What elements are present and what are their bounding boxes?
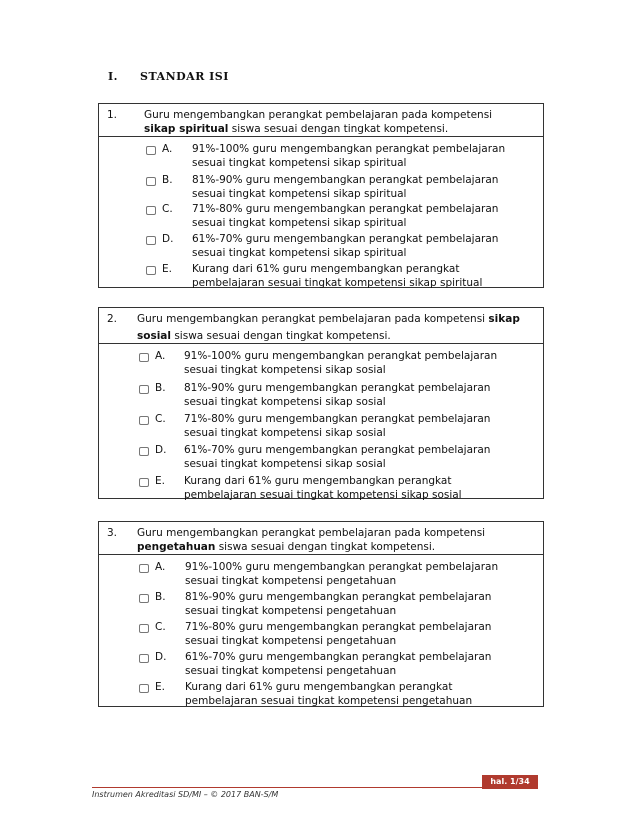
checkbox[interactable] — [139, 594, 149, 603]
option-letter: D. — [155, 444, 167, 456]
option-text: 91%-100% guru mengembangkan perangkat pembelajaran sesuai tingkat kompetensi sikap spiritual — [192, 143, 506, 169]
page-number-badge: hal. 1/34 — [482, 775, 538, 789]
question-text-after: siswa sesuai dengan tingkat kompetensi. — [228, 123, 449, 135]
footer-text: Instrumen Akreditasi SD/MI – © 2017 BAN-S/M — [92, 790, 279, 799]
question-header — [99, 522, 543, 555]
option-letter: E. — [162, 263, 172, 275]
question-box-1 — [98, 103, 544, 288]
option-letter: B. — [155, 382, 166, 394]
option-text: Kurang dari 61% guru mengembangkan perangkat pembelajaran sesuai tingkat kompetensi sikap sosial — [184, 475, 462, 501]
checkbox[interactable] — [139, 564, 149, 573]
option-letter: E. — [155, 475, 165, 487]
option-letter: B. — [162, 174, 173, 186]
checkbox[interactable] — [139, 624, 149, 633]
question-text — [137, 311, 537, 345]
checkbox[interactable] — [139, 684, 149, 693]
question-number: 3. — [107, 527, 118, 539]
option-text: 61%-70% guru mengembangkan perangkat pembelajaran sesuai tingkat kompetensi pengetahuan — [185, 651, 492, 677]
question-box-3 — [98, 521, 544, 707]
question-box-2 — [98, 307, 544, 499]
checkbox[interactable] — [139, 447, 149, 456]
option-text: Kurang dari 61% guru mengembangkan perangkat pembelajaran sesuai tingkat kompetensi pengetahuan — [185, 681, 473, 707]
option-letter: B. — [155, 591, 166, 603]
section-number: I. — [108, 70, 118, 83]
question-text-after: siswa sesuai dengan tingkat kompetensi. — [215, 541, 436, 553]
checkbox[interactable] — [146, 266, 156, 275]
checkbox[interactable] — [139, 416, 149, 425]
checkbox[interactable] — [146, 236, 156, 245]
option-text: 71%-80% guru mengembangkan perangkat pembelajaran sesuai tingkat kompetensi sikap sosial — [184, 413, 491, 439]
option-text: 91%-100% guru mengembangkan perangkat pembelajaran sesuai tingkat kompetensi sikap sosial — [184, 350, 498, 376]
checkbox[interactable] — [139, 385, 149, 394]
option-text: 61%-70% guru mengembangkan perangkat pembelajaran sesuai tingkat kompetensi sikap sosial — [184, 444, 491, 470]
option-text: 81%-90% guru mengembangkan perangkat pembelajaran sesuai tingkat kompetensi pengetahuan — [185, 591, 492, 617]
option-letter: C. — [155, 621, 166, 633]
question-text — [137, 526, 537, 554]
option-letter: A. — [162, 143, 173, 155]
checkbox[interactable] — [139, 478, 149, 487]
question-number: 1. — [107, 109, 118, 121]
question-text-bold: sikap sosial — [137, 313, 520, 342]
option-letter: D. — [155, 651, 167, 663]
option-text: Kurang dari 61% guru mengembangkan perangkat pembelajaran sesuai tingkat kompetensi sikap spiritual — [192, 263, 483, 289]
option-letter: C. — [155, 413, 166, 425]
option-letter: A. — [155, 350, 166, 362]
question-text-before: Guru mengembangkan perangkat pembelajaran pada kompetensi — [137, 527, 486, 539]
option-text: 71%-80% guru mengembangkan perangkat pembelajaran sesuai tingkat kompetensi sikap spiritual — [192, 203, 499, 229]
question-text-before: Guru mengembangkan perangkat pembelajaran pada kompetensi — [137, 313, 489, 325]
option-letter: D. — [162, 233, 174, 245]
question-text-bold: pengetahuan — [137, 541, 216, 553]
checkbox[interactable] — [139, 654, 149, 663]
question-header — [99, 308, 543, 344]
question-text — [144, 108, 537, 136]
checkbox[interactable] — [146, 206, 156, 215]
question-header — [99, 104, 543, 137]
option-letter: A. — [155, 561, 166, 573]
question-text-before: Guru mengembangkan perangkat pembelajaran pada kompetensi — [144, 109, 493, 121]
option-text: 71%-80% guru mengembangkan perangkat pembelajaran sesuai tingkat kompetensi pengetahuan — [185, 621, 492, 647]
option-text: 81%-90% guru mengembangkan perangkat pembelajaran sesuai tingkat kompetensi sikap spiritual — [192, 174, 499, 200]
question-text-after: siswa sesuai dengan tingkat kompetensi. — [171, 330, 391, 342]
checkbox[interactable] — [146, 177, 156, 186]
option-letter: C. — [162, 203, 173, 215]
option-text: 61%-70% guru mengembangkan perangkat pembelajaran sesuai tingkat kompetensi sikap spiritual — [192, 233, 499, 259]
option-letter: E. — [155, 681, 165, 693]
section-title: STANDAR ISI — [140, 70, 229, 83]
option-text: 81%-90% guru mengembangkan perangkat pembelajaran sesuai tingkat kompetensi sikap sosial — [184, 382, 491, 408]
checkbox[interactable] — [146, 146, 156, 155]
checkbox[interactable] — [139, 353, 149, 362]
section-heading — [108, 70, 229, 83]
footer-divider — [92, 787, 538, 788]
option-text: 91%-100% guru mengembangkan perangkat pembelajaran sesuai tingkat kompetensi pengetahuan — [185, 561, 499, 587]
question-text-bold: sikap spiritual — [144, 123, 229, 135]
question-number: 2. — [107, 313, 118, 325]
